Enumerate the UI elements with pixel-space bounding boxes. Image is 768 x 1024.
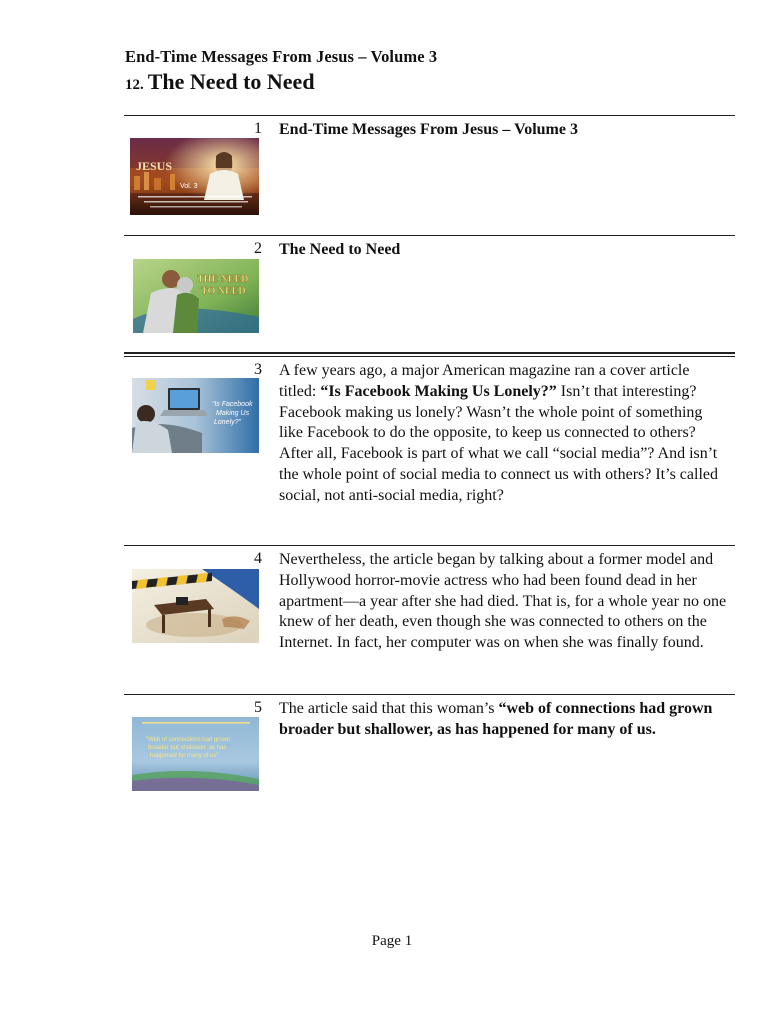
thumb-word: JESUS — [136, 159, 173, 173]
chapter-heading — [125, 69, 315, 95]
svg-text:broader but shallower, as has: broader but shallower, as has — [148, 745, 227, 751]
quote-slide-image — [132, 717, 259, 791]
slide-number: 4 — [254, 550, 262, 567]
thumb-caption-line1: THE NEED — [197, 274, 249, 285]
slide-row-2 — [124, 236, 735, 352]
page-number: Page 1 — [371, 933, 413, 949]
slide-number: 3 — [254, 361, 262, 378]
crime-scene-image — [132, 569, 259, 643]
slide-thumbnail-5 — [132, 717, 259, 791]
slide-thumbnail-4 — [132, 569, 259, 643]
slide-thumbnail-1 — [130, 138, 259, 215]
svg-text:Making Us: Making Us — [216, 410, 250, 417]
slide-row-4 — [124, 546, 735, 694]
chapter-title: The Need to Need — [147, 69, 315, 94]
svg-text:happened for many of us”: happened for many of us” — [150, 753, 219, 759]
slide-number: 5 — [254, 699, 262, 716]
slide-thumbnail-3 — [132, 378, 259, 453]
slide-text-3: A few years ago, a major American magazine ran a cover article titled: “Is Facebook Making Us Lonely?” Isn’t that interesting? Facebook making us lonely? Wasn’t the whole point of something like Facebook to do the opposite, to keep us connected to others? After all, Facebook is part of what we call “social media”? And isn’t the whole point of social media to connect us with others? It’s called social, not anti-social media, right? — [279, 362, 718, 504]
document-title: End-Time Messages From Jesus – Volume 3 — [125, 47, 438, 66]
jesus-cover-image — [130, 138, 259, 215]
thumb-caption-line2: TO NEED — [201, 286, 246, 297]
slide-row-1 — [124, 116, 735, 235]
slide-text-5: The article said that this woman’s “web of connections had grown broader but shallower, as has happened for many of us. — [279, 700, 713, 738]
thumb-caption: “Is Facebook — [212, 401, 253, 408]
thumb-vol: Vol. 3 — [180, 183, 198, 190]
slide-number: 2 — [254, 240, 262, 257]
svg-text:“Web of connections had grown: “Web of connections had grown — [146, 737, 231, 743]
svg-text:Lonely?”: Lonely?” — [214, 419, 241, 426]
slide-thumbnail-2 — [133, 259, 259, 333]
slide-row-3 — [124, 357, 735, 545]
chapter-number: 12. — [125, 77, 144, 93]
slide-number: 1 — [254, 120, 262, 137]
hug-image — [133, 259, 259, 333]
slide-title-2: The Need to Need — [279, 241, 401, 258]
slide-text-4: Nevertheless, the article began by talking about a former model and Hollywood horror-movie actress who had been found dead in her apartment—a year after she had died. That is, for a whole year no one knew of her death, even though she was connected to others on the Internet. In fact, her computer was on when she was finally found. — [279, 551, 727, 652]
slide-row-5 — [124, 695, 735, 795]
slide-title-1: End-Time Messages From Jesus – Volume 3 — [279, 121, 578, 138]
section-divider-double — [124, 352, 735, 354]
laptop-image — [132, 378, 259, 453]
